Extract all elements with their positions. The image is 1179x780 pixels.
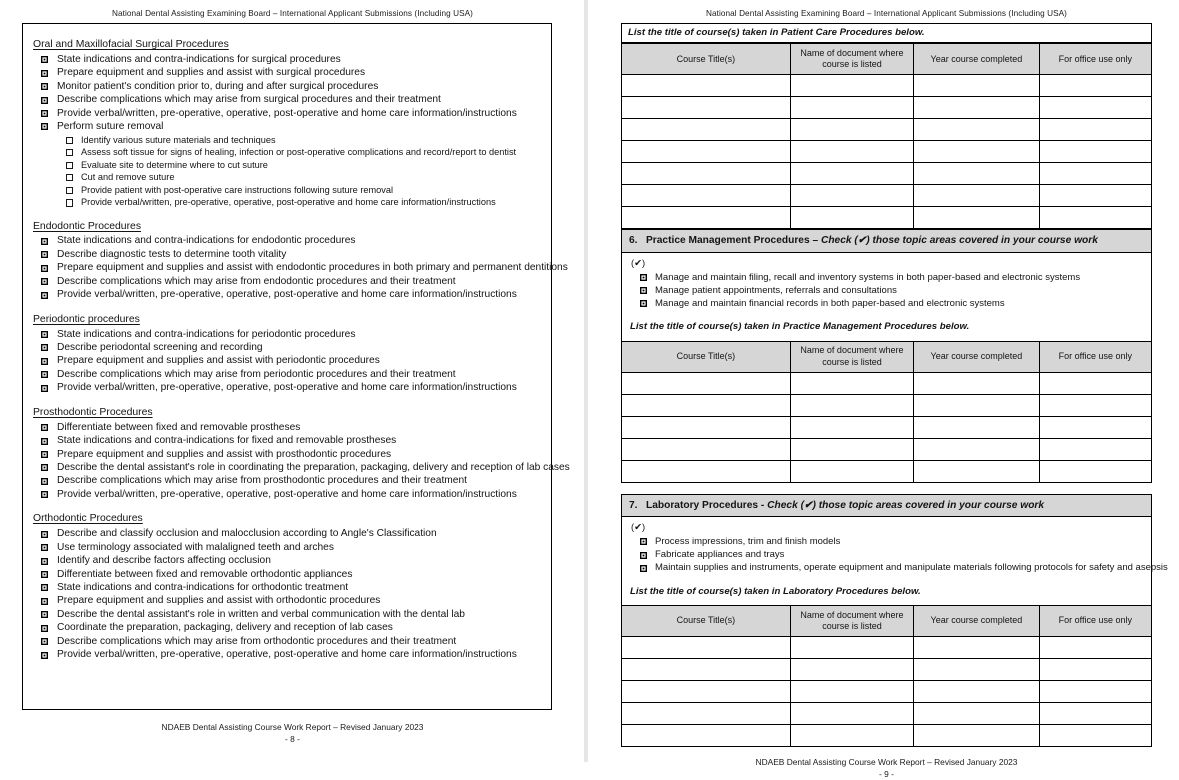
- section-number: 7.: [629, 499, 638, 511]
- topic-subitem-list: [33, 134, 541, 209]
- table-cell-input[interactable]: [1039, 141, 1151, 163]
- table-row: [622, 75, 1151, 97]
- table-cell-input[interactable]: [1039, 75, 1151, 97]
- section-instruction: Check (✔) those topic areas covered in your course work: [767, 499, 1045, 511]
- topic-group: [33, 220, 568, 302]
- patient-care-table-caption: List the title of course(s) taken in Patient Care Procedures below.: [622, 24, 1151, 43]
- column-header: Course Title(s): [622, 341, 790, 372]
- table-cell-input[interactable]: [790, 119, 913, 141]
- table-cell-input[interactable]: [622, 681, 790, 703]
- table-cell-input[interactable]: [914, 75, 1039, 97]
- table-row: [622, 163, 1151, 185]
- table-row: [622, 207, 1151, 229]
- section-checkbox-item[interactable]: Process impressions, trim and finish models: [629, 535, 1145, 548]
- patient-care-table-slot: [622, 43, 1151, 228]
- page-number-right: - 9 -: [879, 769, 894, 780]
- check-legend: (✔): [631, 520, 646, 532]
- table-cell-input[interactable]: [914, 185, 1039, 207]
- topic-checkbox-item[interactable]: Describe complications which may arise from surgical procedures and their treatment: [33, 93, 541, 106]
- topic-checkbox-item[interactable]: Describe complications which may arise from periodontic procedures and their treatment: [33, 368, 541, 381]
- section-body: [622, 517, 1168, 605]
- table-cell-input[interactable]: [1039, 97, 1151, 119]
- running-head-right: National Dental Assisting Examining Board – International Applicant Submissions (Including USA): [706, 9, 1067, 18]
- section-checkbox-item[interactable]: Manage and maintain filing, recall and inventory systems in both paper-based and electronic systems: [629, 271, 1145, 284]
- table-cell-input[interactable]: [790, 416, 913, 438]
- section-block: [621, 229, 1152, 482]
- course-table-section-6: [622, 341, 1151, 482]
- table-cell-input[interactable]: [790, 185, 913, 207]
- topic-checkbox-item[interactable]: State indications and contra-indications for surgical procedures: [33, 53, 541, 66]
- course-table-section-7: [622, 605, 1151, 746]
- topic-group-heading: Orthodontic Procedures: [33, 513, 143, 525]
- table-cell-input[interactable]: [790, 97, 913, 119]
- table-cell-input[interactable]: [1039, 119, 1151, 141]
- table-row: [622, 97, 1151, 119]
- table-cell-input[interactable]: [1039, 438, 1151, 460]
- table-cell-input[interactable]: [914, 703, 1039, 725]
- table-cell-input[interactable]: [790, 637, 913, 659]
- table-cell-input[interactable]: [1039, 637, 1151, 659]
- table-cell-input[interactable]: [622, 416, 790, 438]
- table-cell-input[interactable]: [790, 163, 913, 185]
- section-title: Laboratory Procedures -: [646, 499, 768, 511]
- table-cell-input[interactable]: [790, 659, 913, 681]
- table-cell-input[interactable]: [622, 207, 790, 229]
- topic-checkbox-item[interactable]: Prepare equipment and supplies and assist with prosthodontic procedures: [33, 448, 541, 461]
- check-legend: (✔): [631, 256, 646, 268]
- topic-checkbox-item[interactable]: Provide verbal/written, pre-operative, operative, post-operative and home care information/instructions: [33, 648, 541, 661]
- table-cell-input[interactable]: [1039, 416, 1151, 438]
- topic-checkbox-item[interactable]: Describe and classify occlusion and malocclusion according to Angle's Classification: [33, 527, 541, 540]
- topic-checklist-box: [22, 23, 570, 710]
- patient-care-table-block: [621, 23, 1152, 229]
- section-instruction: Check (✔) those topic areas covered in your course work: [820, 235, 1098, 247]
- table-cell-input[interactable]: [790, 141, 913, 163]
- table-cell-input[interactable]: [790, 75, 913, 97]
- table-cell-input[interactable]: [622, 141, 790, 163]
- column-header: Course Title(s): [622, 606, 790, 637]
- footer-title-right: NDAEB Dental Assisting Course Work Report – Revised January 2023: [755, 757, 1018, 767]
- table-cell-input[interactable]: [914, 438, 1039, 460]
- topic-item-list: [33, 421, 570, 502]
- topic-checkbox-item[interactable]: Describe diagnostic tests to determine tooth vitality: [33, 248, 541, 261]
- table-cell-input[interactable]: [1039, 163, 1151, 185]
- section-title: Practice Management Procedures –: [646, 235, 821, 247]
- column-header: For office use only: [1039, 341, 1151, 372]
- table-cell-input[interactable]: [914, 119, 1039, 141]
- topic-subcheckbox-item[interactable]: Provide verbal/written, pre-operative, operative, post-operative and home care information/instructions: [33, 196, 541, 209]
- topic-group-heading: Prosthodontic Procedures: [33, 406, 153, 418]
- topic-checkbox-item[interactable]: Describe the dental assistant's role in coordinating the preparation, packaging, delivery and reception of lab cases: [33, 461, 541, 474]
- column-header: Year course completed: [914, 44, 1039, 75]
- topic-subcheckbox-item[interactable]: Cut and remove suture: [33, 171, 541, 184]
- table-cell-input[interactable]: [622, 185, 790, 207]
- topic-checkbox-item[interactable]: Perform suture removal: [33, 120, 541, 133]
- page-footer-left: [0, 721, 585, 745]
- table-cell-input[interactable]: [790, 703, 913, 725]
- column-header: Year course completed: [914, 341, 1039, 372]
- topic-checkbox-item[interactable]: Describe complications which may arise from orthodontic procedures and their treatment: [33, 635, 541, 648]
- section-checkbox-item[interactable]: Manage and maintain financial records in both paper-based and electronic systems: [629, 297, 1145, 310]
- table-cell-input[interactable]: [1039, 659, 1151, 681]
- table-row: [622, 141, 1151, 163]
- table-cell-input[interactable]: [622, 438, 790, 460]
- table-cell-input[interactable]: [1039, 207, 1151, 229]
- topic-checkbox-item[interactable]: Prepare equipment and supplies and assist with surgical procedures: [33, 66, 541, 79]
- topic-subcheckbox-item[interactable]: Provide patient with post-operative care instructions following suture removal: [33, 184, 541, 197]
- table-cell-input[interactable]: [914, 637, 1039, 659]
- section-list-caption: List the title of course(s) taken in Practice Management Procedures below.: [630, 321, 970, 333]
- table-cell-input[interactable]: [622, 460, 790, 482]
- section-title-bar: [622, 230, 1151, 252]
- table-cell-input[interactable]: [1039, 394, 1151, 416]
- topic-checkbox-item[interactable]: Describe the dental assistant's role in written and verbal communication with the dental lab: [33, 608, 541, 621]
- table-cell-input[interactable]: [914, 659, 1039, 681]
- column-header: Name of document where course is listed: [790, 606, 913, 637]
- right-page-content: [621, 23, 1168, 747]
- table-cell-input[interactable]: [790, 372, 913, 394]
- table-row: [622, 659, 1151, 681]
- topic-group: [33, 313, 541, 395]
- topic-subcheckbox-item[interactable]: Assess soft tissue for signs of healing, infection or post-operative complications and record/report to dentist: [33, 146, 541, 159]
- topic-checkbox-item[interactable]: Describe complications which may arise from endodontic procedures and their treatment: [33, 275, 541, 288]
- topic-group-container: [33, 38, 570, 662]
- table-row: [622, 394, 1151, 416]
- table-cell-input[interactable]: [790, 460, 913, 482]
- table-row: [622, 637, 1151, 659]
- table-row: [622, 185, 1151, 207]
- table-header-row: [622, 606, 1151, 637]
- table-cell-input[interactable]: [914, 207, 1039, 229]
- topic-subcheckbox-item[interactable]: Identify various suture materials and techniques: [33, 134, 541, 147]
- course-table-patient-care: [622, 43, 1151, 228]
- table-cell-input[interactable]: [914, 460, 1039, 482]
- topic-checkbox-item[interactable]: Provide verbal/written, pre-operative, operative, post-operative and home care information/instructions: [33, 488, 541, 501]
- table-cell-input[interactable]: [622, 637, 790, 659]
- column-header: Course Title(s): [622, 44, 790, 75]
- table-cell-input[interactable]: [790, 725, 913, 747]
- table-cell-input[interactable]: [914, 416, 1039, 438]
- table-cell-input[interactable]: [914, 725, 1039, 747]
- table-cell-input[interactable]: [1039, 681, 1151, 703]
- table-cell-input[interactable]: [790, 394, 913, 416]
- column-header: Name of document where course is listed: [790, 341, 913, 372]
- topic-checkbox-item[interactable]: Describe complications which may arise from prosthodontic procedures and their treatment: [33, 474, 541, 487]
- topic-checkbox-item[interactable]: Differentiate between fixed and removable prostheses: [33, 421, 541, 434]
- table-header-row: [622, 44, 1151, 75]
- table-cell-input[interactable]: [622, 163, 790, 185]
- table-row: [622, 438, 1151, 460]
- topic-checkbox-item[interactable]: Use terminology associated with malaligned teeth and arches: [33, 541, 541, 554]
- table-cell-input[interactable]: [622, 75, 790, 97]
- topic-subcheckbox-item[interactable]: Evaluate site to determine where to cut suture: [33, 159, 541, 172]
- table-row: [622, 703, 1151, 725]
- topic-item-list: [33, 328, 541, 395]
- table-cell-input[interactable]: [790, 681, 913, 703]
- table-cell-input[interactable]: [622, 703, 790, 725]
- topic-checkbox-item[interactable]: State indications and contra-indications for fixed and removable prostheses: [33, 434, 541, 447]
- section-checkbox-item[interactable]: Manage patient appointments, referrals and consultations: [629, 284, 1145, 297]
- topic-checkbox-item[interactable]: Provide verbal/written, pre-operative, operative, post-operative and home care information/instructions: [33, 288, 541, 301]
- section-item-list: [629, 271, 1145, 310]
- topic-checkbox-item[interactable]: State indications and contra-indications for orthodontic treatment: [33, 581, 541, 594]
- table-cell-input[interactable]: [622, 119, 790, 141]
- table-row: [622, 460, 1151, 482]
- section-body: [622, 253, 1151, 341]
- table-row: [622, 681, 1151, 703]
- table-cell-input[interactable]: [914, 141, 1039, 163]
- table-row: [622, 119, 1151, 141]
- table-cell-input[interactable]: [622, 97, 790, 119]
- topic-subitem-group: [33, 134, 541, 209]
- topic-checkbox-item[interactable]: Identify and describe factors affecting occlusion: [33, 554, 541, 567]
- topic-checkbox-item[interactable]: Provide verbal/written, pre-operative, operative, post-operative and home care information/instructions: [33, 107, 541, 120]
- running-head-left: National Dental Assisting Examining Board – International Applicant Submissions (Including USA): [112, 9, 473, 18]
- topic-checkbox-item[interactable]: Prepare equipment and supplies and assist with endodontic procedures in both primary and permanent dentitions: [33, 261, 541, 274]
- column-header: Name of document where course is listed: [790, 44, 913, 75]
- topic-checkbox-item[interactable]: State indications and contra-indications for periodontic procedures: [33, 328, 541, 341]
- footer-title-left: NDAEB Dental Assisting Course Work Report – Revised January 2023: [161, 722, 424, 732]
- topic-checkbox-item[interactable]: State indications and contra-indications for endodontic procedures: [33, 234, 541, 247]
- table-cell-input[interactable]: [790, 438, 913, 460]
- table-cell-input[interactable]: [622, 394, 790, 416]
- section-block: [621, 494, 1168, 747]
- section-checkbox-item[interactable]: Fabricate appliances and trays: [629, 548, 1145, 561]
- section-container: [621, 229, 1168, 747]
- table-cell-input[interactable]: [1039, 185, 1151, 207]
- section-item-list: [629, 535, 1168, 574]
- column-header: For office use only: [1039, 44, 1151, 75]
- column-header: For office use only: [1039, 606, 1151, 637]
- section-number: 6.: [629, 235, 638, 247]
- table-cell-input[interactable]: [1039, 725, 1151, 747]
- topic-group: [33, 512, 541, 661]
- table-cell-input[interactable]: [1039, 372, 1151, 394]
- topic-checkbox-item[interactable]: Prepare equipment and supplies and assist with orthodontic procedures: [33, 594, 541, 607]
- section-checkbox-item[interactable]: Maintain supplies and instruments, operate equipment and manipulate materials following protocols for safety and asepsis: [629, 561, 1145, 574]
- table-row: [622, 372, 1151, 394]
- table-cell-input[interactable]: [914, 394, 1039, 416]
- topic-group-heading: Endodontic Procedures: [33, 220, 142, 232]
- topic-group: [33, 38, 541, 209]
- column-header: Year course completed: [914, 606, 1039, 637]
- topic-item-list: [33, 527, 541, 662]
- section-title-bar: [622, 495, 1151, 517]
- table-cell-input[interactable]: [622, 659, 790, 681]
- table-cell-input[interactable]: [1039, 460, 1151, 482]
- topic-checkbox-item[interactable]: Coordinate the preparation, packaging, delivery and reception of lab cases: [33, 621, 541, 634]
- table-cell-input[interactable]: [790, 207, 913, 229]
- topic-item-list: [33, 234, 568, 301]
- topic-checkbox-item[interactable]: Monitor patient's condition prior to, during and after surgical procedures: [33, 80, 541, 93]
- table-cell-input[interactable]: [622, 372, 790, 394]
- page-right: [594, 0, 1179, 780]
- table-cell-input[interactable]: [914, 372, 1039, 394]
- topic-checkbox-item[interactable]: Prepare equipment and supplies and assist with periodontic procedures: [33, 354, 541, 367]
- table-cell-input[interactable]: [1039, 703, 1151, 725]
- topic-group-heading: Oral and Maxillofacial Surgical Procedures: [33, 39, 229, 50]
- table-cell-input[interactable]: [622, 725, 790, 747]
- topic-checkbox-item[interactable]: Describe periodontal screening and recording: [33, 341, 541, 354]
- topic-group: [33, 406, 570, 502]
- table-row: [622, 416, 1151, 438]
- table-cell-input[interactable]: [914, 163, 1039, 185]
- page-number-left: - 8 -: [285, 734, 300, 745]
- table-row: [622, 725, 1151, 747]
- table-header-row: [622, 341, 1151, 372]
- page-footer-right: [594, 756, 1179, 780]
- section-list-caption: List the title of course(s) taken in Laboratory Procedures below.: [630, 585, 921, 597]
- topic-checkbox-item[interactable]: Differentiate between fixed and removable orthodontic appliances: [33, 568, 541, 581]
- topic-item-list: [33, 53, 541, 209]
- table-cell-input[interactable]: [914, 97, 1039, 119]
- table-cell-input[interactable]: [914, 681, 1039, 703]
- page-left: [0, 0, 585, 745]
- topic-checkbox-item[interactable]: Provide verbal/written, pre-operative, operative, post-operative and home care information/instructions: [33, 381, 541, 394]
- topic-group-heading: Periodontic procedures: [33, 313, 140, 325]
